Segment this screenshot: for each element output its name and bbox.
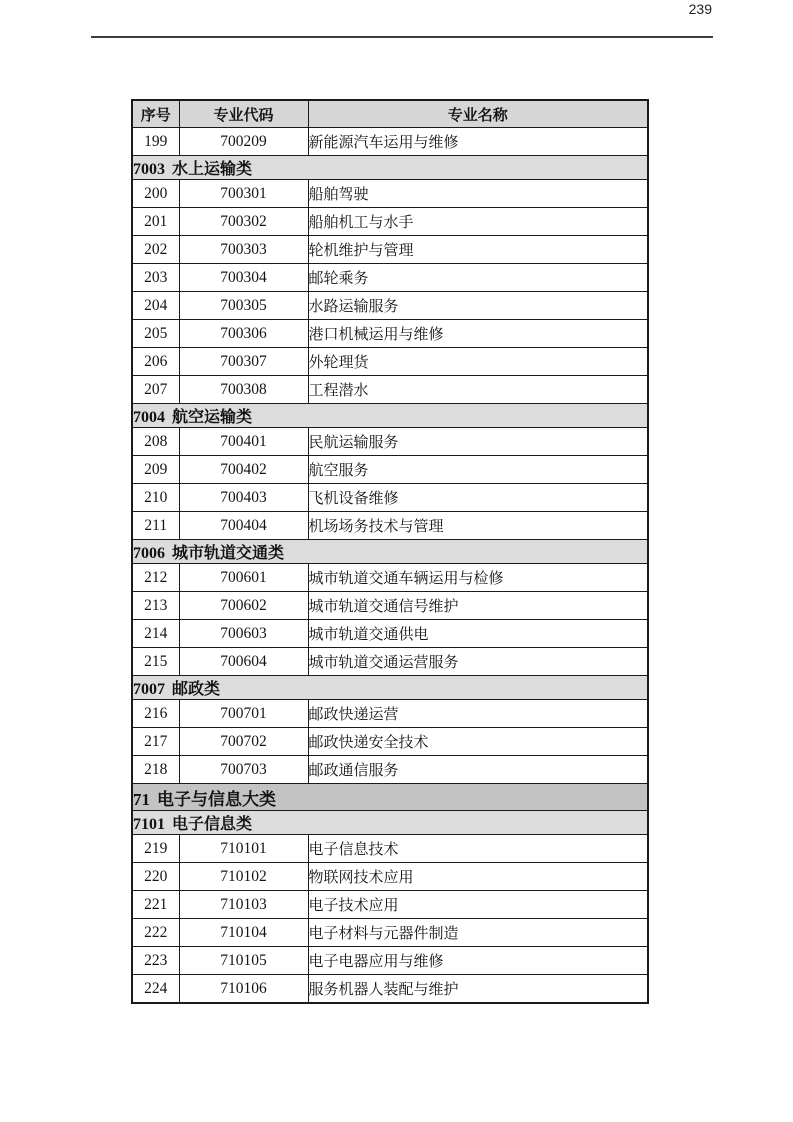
category-cell	[132, 156, 648, 180]
category-cell	[132, 540, 648, 564]
table-body	[132, 128, 648, 1004]
table-row	[132, 648, 648, 676]
major-name-cell: 服务机器人装配与维护	[308, 975, 648, 1004]
code-cell: 700209	[179, 128, 308, 156]
major-name-cell: 外轮理货	[308, 348, 648, 376]
table-row	[132, 919, 648, 947]
category-name: 电子与信息大类	[157, 789, 276, 809]
table-row	[132, 320, 648, 348]
category-code: 7101	[133, 816, 165, 833]
code-cell: 710105	[179, 947, 308, 975]
major-name-cell: 城市轨道交通运营服务	[308, 648, 648, 676]
serial-cell: 207	[132, 376, 179, 404]
col-header-code: 专业代码	[179, 100, 308, 128]
major-name-cell: 电子技术应用	[308, 891, 648, 919]
category-code: 7006	[133, 545, 165, 562]
majors-table	[131, 99, 649, 1004]
serial-cell: 222	[132, 919, 179, 947]
serial-cell: 216	[132, 700, 179, 728]
major-name-cell: 港口机械运用与维修	[308, 320, 648, 348]
serial-cell: 223	[132, 947, 179, 975]
major-name-cell: 邮政通信服务	[308, 756, 648, 784]
category-cell	[132, 811, 648, 835]
category-row	[132, 156, 648, 180]
serial-cell: 205	[132, 320, 179, 348]
table-row	[132, 620, 648, 648]
serial-cell: 224	[132, 975, 179, 1004]
table-row	[132, 484, 648, 512]
code-cell: 700701	[179, 700, 308, 728]
code-cell: 700301	[179, 180, 308, 208]
code-cell: 710106	[179, 975, 308, 1004]
major-name-cell: 水路运输服务	[308, 292, 648, 320]
serial-cell: 220	[132, 863, 179, 891]
table-row	[132, 863, 648, 891]
code-cell: 710104	[179, 919, 308, 947]
category-cell	[132, 676, 648, 700]
serial-cell: 211	[132, 512, 179, 540]
table-row	[132, 756, 648, 784]
category-cell	[132, 404, 648, 428]
major-name-cell: 物联网技术应用	[308, 863, 648, 891]
major-name-cell: 电子材料与元器件制造	[308, 919, 648, 947]
category-code: 7003	[133, 161, 165, 178]
code-cell: 700404	[179, 512, 308, 540]
serial-cell: 210	[132, 484, 179, 512]
table-row	[132, 128, 648, 156]
table-row	[132, 180, 648, 208]
table-row	[132, 456, 648, 484]
major-name-cell: 船舶机工与水手	[308, 208, 648, 236]
table-row	[132, 264, 648, 292]
major-name-cell: 机场场务技术与管理	[308, 512, 648, 540]
major-name-cell: 轮机维护与管理	[308, 236, 648, 264]
col-header-serial: 序号	[132, 100, 179, 128]
serial-cell: 208	[132, 428, 179, 456]
major-category-cell	[132, 784, 648, 811]
table-row	[132, 975, 648, 1004]
serial-cell: 221	[132, 891, 179, 919]
code-cell: 710101	[179, 835, 308, 863]
table-row	[132, 236, 648, 264]
table-header-row	[132, 100, 648, 128]
major-name-cell: 城市轨道交通信号维护	[308, 592, 648, 620]
table-row	[132, 700, 648, 728]
serial-cell: 219	[132, 835, 179, 863]
serial-cell: 214	[132, 620, 179, 648]
table-row	[132, 348, 648, 376]
serial-cell: 202	[132, 236, 179, 264]
serial-cell: 203	[132, 264, 179, 292]
code-cell: 700601	[179, 564, 308, 592]
category-name: 城市轨道交通类	[172, 545, 285, 562]
serial-cell: 218	[132, 756, 179, 784]
table-row	[132, 292, 648, 320]
table-row	[132, 512, 648, 540]
table-row	[132, 728, 648, 756]
major-category-row	[132, 784, 648, 811]
major-name-cell: 电子电器应用与维修	[308, 947, 648, 975]
major-name-cell: 新能源汽车运用与维修	[308, 128, 648, 156]
category-code: 7007	[133, 681, 165, 698]
category-name: 航空运输类	[172, 409, 253, 426]
col-header-name: 专业名称	[308, 100, 648, 128]
major-name-cell: 邮政快递安全技术	[308, 728, 648, 756]
code-cell: 700602	[179, 592, 308, 620]
major-name-cell: 飞机设备维修	[308, 484, 648, 512]
category-row	[132, 676, 648, 700]
table-row	[132, 428, 648, 456]
major-name-cell: 城市轨道交通供电	[308, 620, 648, 648]
code-cell: 710102	[179, 863, 308, 891]
serial-cell: 199	[132, 128, 179, 156]
major-name-cell: 工程潜水	[308, 376, 648, 404]
serial-cell: 204	[132, 292, 179, 320]
code-cell: 700305	[179, 292, 308, 320]
table-row	[132, 835, 648, 863]
major-name-cell: 电子信息技术	[308, 835, 648, 863]
category-code: 7004	[133, 409, 165, 426]
major-name-cell: 邮轮乘务	[308, 264, 648, 292]
serial-cell: 212	[132, 564, 179, 592]
page-number: 239	[688, 1, 712, 17]
code-cell: 710103	[179, 891, 308, 919]
table-row	[132, 376, 648, 404]
major-name-cell: 航空服务	[308, 456, 648, 484]
table-row	[132, 891, 648, 919]
category-name: 电子信息类	[172, 816, 253, 833]
code-cell: 700303	[179, 236, 308, 264]
major-name-cell: 民航运输服务	[308, 428, 648, 456]
serial-cell: 201	[132, 208, 179, 236]
code-cell: 700703	[179, 756, 308, 784]
serial-cell: 215	[132, 648, 179, 676]
category-row	[132, 404, 648, 428]
major-name-cell: 船舶驾驶	[308, 180, 648, 208]
category-row	[132, 540, 648, 564]
serial-cell: 200	[132, 180, 179, 208]
table-row	[132, 564, 648, 592]
serial-cell: 213	[132, 592, 179, 620]
code-cell: 700403	[179, 484, 308, 512]
category-row	[132, 811, 648, 835]
code-cell: 700302	[179, 208, 308, 236]
code-cell: 700304	[179, 264, 308, 292]
table-head	[132, 100, 648, 128]
code-cell: 700401	[179, 428, 308, 456]
table-row	[132, 592, 648, 620]
category-name: 邮政类	[172, 681, 221, 698]
code-cell: 700306	[179, 320, 308, 348]
table-row	[132, 947, 648, 975]
code-cell: 700307	[179, 348, 308, 376]
serial-cell: 209	[132, 456, 179, 484]
major-name-cell: 城市轨道交通车辆运用与检修	[308, 564, 648, 592]
serial-cell: 217	[132, 728, 179, 756]
code-cell: 700702	[179, 728, 308, 756]
code-cell: 700604	[179, 648, 308, 676]
header-rule	[91, 36, 713, 38]
code-cell: 700308	[179, 376, 308, 404]
major-name-cell: 邮政快递运营	[308, 700, 648, 728]
table-row	[132, 208, 648, 236]
category-name: 水上运输类	[172, 161, 253, 178]
serial-cell: 206	[132, 348, 179, 376]
category-code: 71	[133, 789, 150, 809]
code-cell: 700402	[179, 456, 308, 484]
code-cell: 700603	[179, 620, 308, 648]
